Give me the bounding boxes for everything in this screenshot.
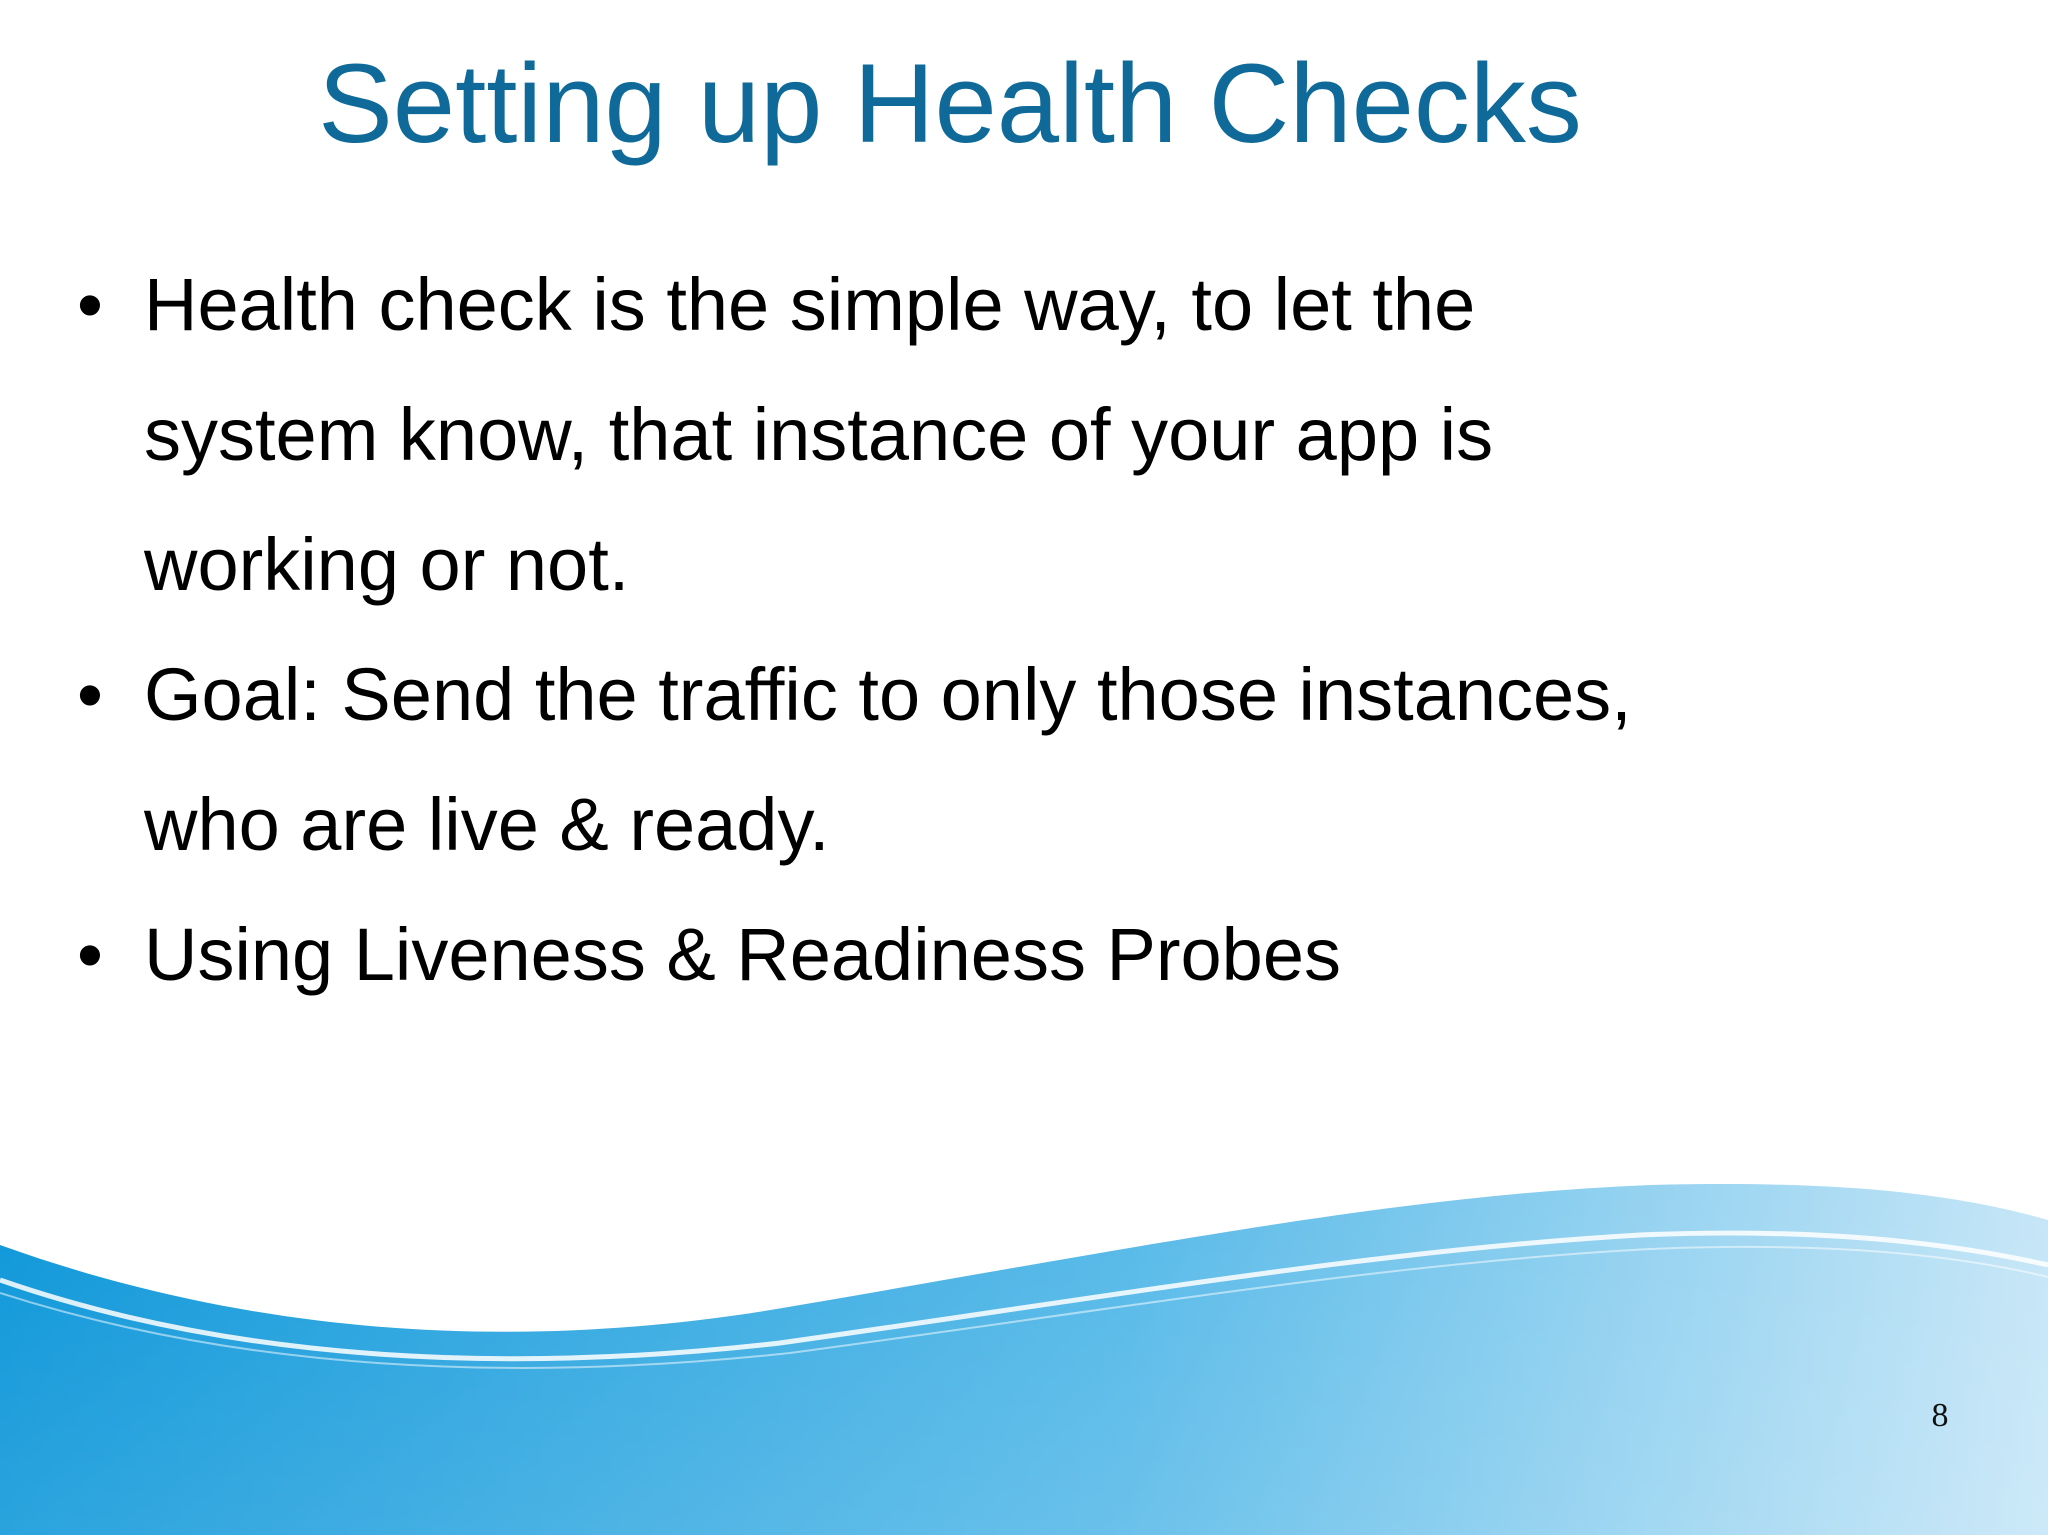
wave-highlight (0, 1184, 2048, 1535)
bullet-text-line: Goal: Send the traffic to only those instances, (144, 653, 1632, 736)
slide-title: Setting up Health Checks (318, 41, 1582, 166)
bullet-text-line: working or not. (144, 523, 630, 606)
bullet-icon: • (77, 913, 103, 996)
bullet-icon: • (77, 653, 103, 736)
bullet-text-line: who are live & ready. (144, 783, 830, 866)
bullet-text-line: Using Liveness & Readiness Probes (144, 913, 1341, 996)
bullet-list (70, 240, 1970, 1020)
page-number: 8 (1931, 1397, 1949, 1434)
wave-decoration (0, 1155, 2048, 1535)
bullet-item (70, 630, 1970, 890)
bullet-item (70, 240, 1970, 630)
bullet-item (70, 890, 1970, 1020)
bullet-icon: • (77, 263, 103, 346)
bullet-text-line: Health check is the simple way, to let the (144, 263, 1476, 346)
bullet-text-line: system know, that instance of your app is (144, 393, 1494, 476)
